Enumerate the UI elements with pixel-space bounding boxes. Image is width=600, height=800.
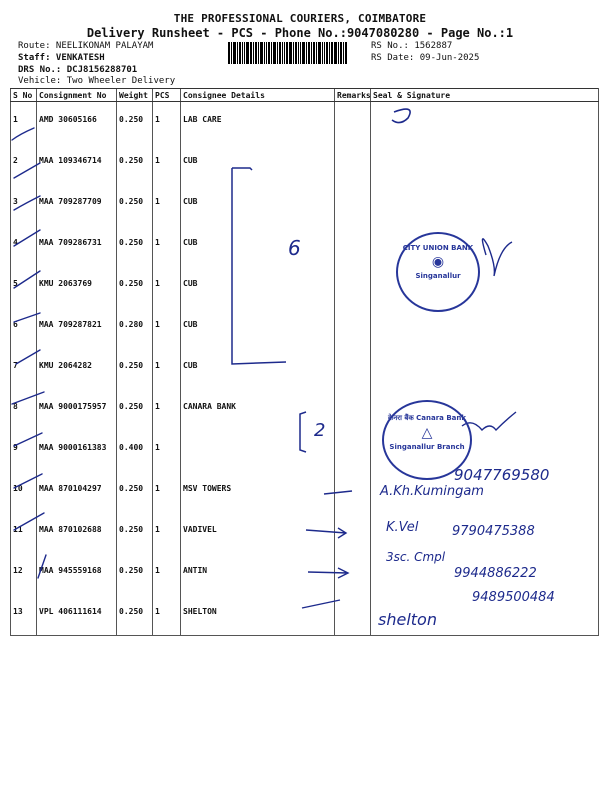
- cell-pcs: 1: [153, 430, 181, 471]
- cell-seal: [371, 348, 599, 389]
- cell-seal: [371, 143, 599, 184]
- cell-consignee: CUB: [181, 225, 335, 266]
- cell-weight: 0.400: [117, 430, 153, 471]
- table-row: [11, 348, 599, 389]
- cell-cons: KMU 2063769: [37, 266, 117, 307]
- cell-weight: 0.250: [117, 143, 153, 184]
- cell-sno: 10: [11, 471, 37, 512]
- cell-pcs: 1: [153, 225, 181, 266]
- vehicle-label: Vehicle: Two Wheeler Delivery: [18, 76, 176, 86]
- cell-cons: MAA 709287709: [37, 184, 117, 225]
- count-six: 6: [288, 236, 301, 260]
- cell-consignee: [181, 430, 335, 471]
- table-row: [11, 430, 599, 471]
- cell-remarks: [335, 266, 371, 307]
- cell-consignee: MSV TOWERS: [181, 471, 335, 512]
- table-row: [11, 266, 599, 307]
- cell-consignee: CUB: [181, 307, 335, 348]
- canara-stamp-top: केनरा बैंक Canara Bank: [387, 414, 467, 422]
- cell-pcs: 1: [153, 471, 181, 512]
- canara-stamp-logo-icon: △: [421, 425, 433, 441]
- cell-consignee: CUB: [181, 184, 335, 225]
- cell-weight: 0.250: [117, 512, 153, 553]
- cell-pcs: 1: [153, 102, 181, 144]
- cell-cons: MAA 9000175957: [37, 389, 117, 430]
- col-remarks: Remarks: [335, 89, 371, 102]
- cell-consignee: ANTIN: [181, 553, 335, 594]
- cell-cons: VPL 406111614: [37, 594, 117, 636]
- cell-weight: 0.250: [117, 471, 153, 512]
- cell-sno: 6: [11, 307, 37, 348]
- cell-remarks: [335, 102, 371, 144]
- cell-seal: [371, 102, 599, 144]
- cell-pcs: 1: [153, 348, 181, 389]
- cell-consignee: CUB: [181, 348, 335, 389]
- cell-remarks: [335, 225, 371, 266]
- signature-row-13: shelton: [378, 610, 437, 629]
- cell-consignee: SHELTON: [181, 594, 335, 636]
- col-seal-signature: Seal & Signature: [371, 89, 599, 102]
- rs-date: RS Date: 09-Jun-2025: [371, 53, 480, 63]
- cell-sno: 8: [11, 389, 37, 430]
- cell-cons: MAA 709286731: [37, 225, 117, 266]
- cell-seal: [371, 307, 599, 348]
- cell-remarks: [335, 143, 371, 184]
- cell-cons: MAA 870104297: [37, 471, 117, 512]
- cell-pcs: 1: [153, 594, 181, 636]
- table-row: [11, 184, 599, 225]
- cell-sno: 3: [11, 184, 37, 225]
- cell-pcs: 1: [153, 553, 181, 594]
- table-row: [11, 307, 599, 348]
- cell-pcs: 1: [153, 143, 181, 184]
- canara-stamp-bottom: Singanallur Branch: [389, 443, 465, 451]
- cell-cons: MAA 109346714: [37, 143, 117, 184]
- phone-row-12: 9944886222: [454, 566, 537, 581]
- cell-consignee: CUB: [181, 266, 335, 307]
- cell-pcs: 1: [153, 266, 181, 307]
- cell-weight: 0.250: [117, 348, 153, 389]
- cell-cons: MAA 945559168: [37, 553, 117, 594]
- runsheet-subtitle: Delivery Runsheet - PCS - Phone No.:9047080280 - Page No.:1: [86, 26, 514, 40]
- phone-row-13: 9489500484: [472, 590, 555, 605]
- cell-remarks: [335, 389, 371, 430]
- route-label: Route: NEELIKONAM PALAYAM: [18, 41, 154, 51]
- cell-weight: 0.250: [117, 553, 153, 594]
- cell-cons: MAA 870102688: [37, 512, 117, 553]
- cell-consignee: CUB: [181, 143, 335, 184]
- count-two: 2: [314, 420, 326, 441]
- cell-weight: 0.250: [117, 102, 153, 144]
- cell-weight: 0.280: [117, 307, 153, 348]
- cell-consignee: LAB CARE: [181, 102, 335, 144]
- cell-sno: 5: [11, 266, 37, 307]
- signature-row-12: 3sc. Cmpl: [386, 550, 446, 564]
- col-consignee: Consignee Details: [181, 89, 335, 102]
- cell-pcs: 1: [153, 307, 181, 348]
- cell-remarks: [335, 348, 371, 389]
- cell-seal: [371, 184, 599, 225]
- cell-pcs: 1: [153, 184, 181, 225]
- cell-sno: 12: [11, 553, 37, 594]
- cub-stamp: [396, 232, 480, 312]
- cell-remarks: [335, 184, 371, 225]
- cell-weight: 0.250: [117, 225, 153, 266]
- cell-consignee: CANARA BANK: [181, 389, 335, 430]
- cell-pcs: 1: [153, 512, 181, 553]
- cell-weight: 0.250: [117, 184, 153, 225]
- col-sno: S No: [11, 89, 37, 102]
- cell-cons: MAA 9000161383: [37, 430, 117, 471]
- staff-label: Staff: VENKATESH: [18, 53, 105, 63]
- cub-stamp-bottom: Singanallur: [415, 272, 461, 280]
- cell-remarks: [335, 594, 371, 636]
- rs-number: RS No.: 1562887: [371, 41, 453, 51]
- cell-sno: 4: [11, 225, 37, 266]
- table-row: [11, 143, 599, 184]
- runsheet-table: [10, 88, 599, 636]
- cell-consignee: VADIVEL: [181, 512, 335, 553]
- cell-remarks: [335, 430, 371, 471]
- cell-weight: 0.250: [117, 594, 153, 636]
- cell-pcs: 1: [153, 389, 181, 430]
- cell-sno: 13: [11, 594, 37, 636]
- cell-sno: 11: [11, 512, 37, 553]
- company-title: THE PROFESSIONAL COURIERS, COIMBATORE: [173, 12, 427, 25]
- signature-row-11: K.Vel: [386, 520, 419, 535]
- col-weight: Weight: [117, 89, 153, 102]
- cell-cons: MAA 709287821: [37, 307, 117, 348]
- cell-remarks: [335, 471, 371, 512]
- phone-row-11: 9790475388: [452, 524, 535, 539]
- cell-remarks: [335, 512, 371, 553]
- cell-remarks: [335, 307, 371, 348]
- col-consignment: Consignment No: [37, 89, 117, 102]
- cell-cons: AMD 30605166: [37, 102, 117, 144]
- cell-remarks: [335, 553, 371, 594]
- cell-cons: KMU 2064282: [37, 348, 117, 389]
- cell-sno: 7: [11, 348, 37, 389]
- cub-stamp-top: CITY UNION BANK: [402, 244, 474, 252]
- table-header-row: [11, 89, 599, 102]
- col-pcs: PCS: [153, 89, 181, 102]
- drs-label: DRS No.: DCJ8156288701: [18, 65, 138, 75]
- cell-sno: 2: [11, 143, 37, 184]
- table-row: [11, 389, 599, 430]
- barcode-icon: [228, 42, 364, 64]
- table-row: [11, 102, 599, 144]
- cub-stamp-logo-icon: ◉: [431, 254, 445, 270]
- table-row: [11, 225, 599, 266]
- cell-sno: 1: [11, 102, 37, 144]
- cell-weight: 0.250: [117, 266, 153, 307]
- cell-sno: 9: [11, 430, 37, 471]
- phone-row-10: 9047769580: [454, 466, 550, 484]
- signature-row-10: A.Kh.Kumingam: [380, 484, 484, 499]
- cell-weight: 0.250: [117, 389, 153, 430]
